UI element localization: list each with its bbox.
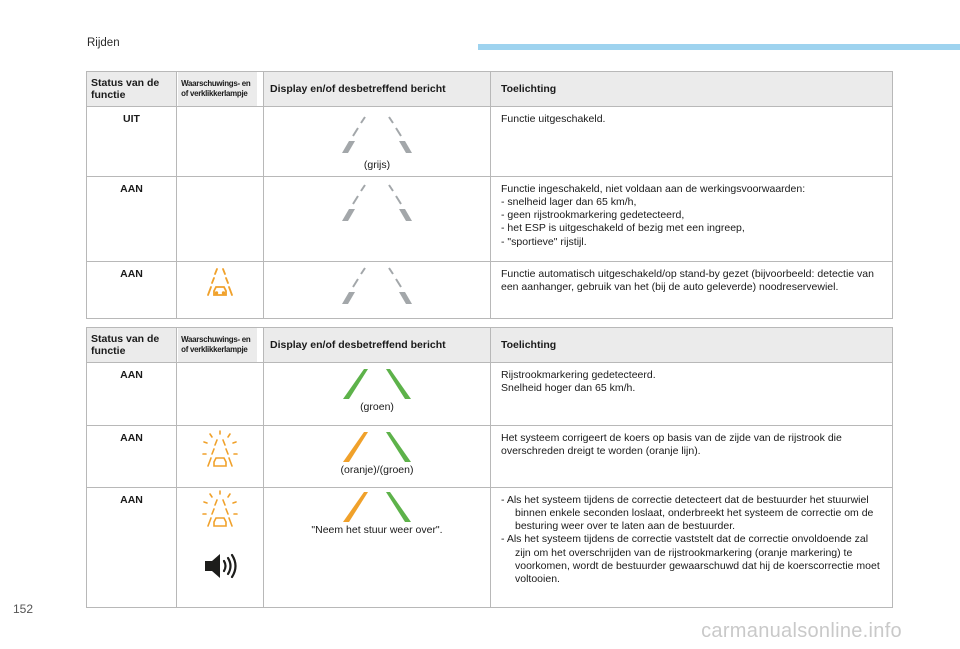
display-cell [264,262,491,319]
state-cell: AAN [87,426,177,488]
explanation-text: Functie ingeschakeld, niet voldaan aan de werkingsvoorwaarden: [501,183,806,195]
explanation-text: Rijstrookmarkering gedetecteerd. [501,369,656,381]
display-caption: (oranje)/(groen) [340,464,414,476]
explanation-cell [491,177,893,262]
state-cell: UIT [87,107,177,177]
header-display: Display en/of desbetreffend bericht [264,72,491,107]
explanation-text: Functie uitgeschakeld. [501,113,606,125]
watermark: carmanualsonline.info [701,620,902,642]
lane-assist-flashing-orange-icon [200,430,240,470]
lamp-cell [177,107,264,177]
explanation-cell [491,363,893,426]
explanation-cell [491,107,893,177]
speaker-sound-icon [202,552,238,580]
header-explanation: Toelichting [491,72,893,107]
orange-green-lane-lines-icon [327,490,427,524]
state-cell: AAN [87,177,177,262]
explanation-cell [491,426,893,488]
state-cell: AAN [87,262,177,319]
state-cell: AAN [87,488,177,608]
display-cell [264,107,491,177]
header-state: Status van de functie [87,72,177,107]
header-accent-bar [478,44,960,50]
header-explanation: Toelichting [491,328,893,363]
orange-green-lane-lines-icon [327,430,427,464]
display-cell [264,488,491,608]
state-cell: AAN [87,363,177,426]
grey-lane-lines-icon [327,266,427,310]
lane-assist-status-table-1 [86,71,893,319]
display-cell [264,363,491,426]
page-number: 152 [13,602,34,616]
table-row [87,426,893,488]
display-cell [264,426,491,488]
lamp-cell [177,262,264,319]
display-caption: (grijs) [363,159,391,171]
display-message: "Neem het stuur weer over". [311,524,443,536]
display-cell [264,177,491,262]
grey-lane-lines-icon [327,115,427,159]
header-display: Display en/of desbetreffend bericht [264,328,491,363]
explanation-bullet: - Als het systeem tijdens de correctie vaststelt dat de correctie onvoldoende zal zijn om het overschrijden van de rijstrookmarkering (oranje markering) te voorkomen, wordt de bestuurder gewaarschuwd dat hij de koerscorrectie moet voltooien. [501,533,880,585]
display-caption: (groen) [360,401,394,413]
grey-lane-lines-icon [327,183,427,227]
table-row [87,488,893,608]
section-title: Rijden [87,37,120,49]
header-state: Status van de functie [87,328,177,363]
lane-assist-flashing-orange-icon [200,490,240,530]
explanation-bullet: - snelheid lager dan 65 km/h, [501,196,637,209]
explanation-text: Het systeem corrigeert de koers op basis van de zijde van de rijstrook die overschreden dreigt te worden (oranje lijn). [501,432,842,458]
header-lamp: Waarschuwings- en of verklikkerlampje [177,328,257,363]
table-row [87,107,893,177]
lamp-cell [177,363,264,426]
table-row [87,177,893,262]
table-row [87,262,893,319]
lamp-cell [177,177,264,262]
explanation-text: Snelheid hoger dan 65 km/h. [501,382,636,395]
explanation-cell [491,262,893,319]
explanation-bullet: - het ESP is uitgeschakeld of bezig met een ingreep, [501,222,745,235]
lane-assist-status-table-2 [86,327,893,608]
explanation-bullet: - "sportieve" rijstijl. [501,235,587,248]
explanation-bullet: - Als het systeem tijdens de correctie detecteert dat de bestuurder het stuurwiel binnen enkele seconden loslaat, onderbreekt het systeem de correctie om de besturing weer over te laten aan de bestuurder. [501,494,874,533]
lamp-cell [177,488,264,608]
green-lane-lines-icon [327,367,427,401]
table-row [87,363,893,426]
explanation-cell [491,488,893,608]
lane-assist-orange-icon [203,266,237,300]
explanation-bullet: - geen rijstrookmarkering gedetecteerd, [501,209,685,222]
header-lamp: Waarschuwings- en of verklikkerlampje [177,72,257,107]
explanation-text: Functie automatisch uitgeschakeld/op stand-by gezet (bijvoorbeeld: detectie van een aanhanger, gebruik van het (bij de auto geleverde) noodreservewiel. [501,268,874,294]
lamp-cell [177,426,264,488]
